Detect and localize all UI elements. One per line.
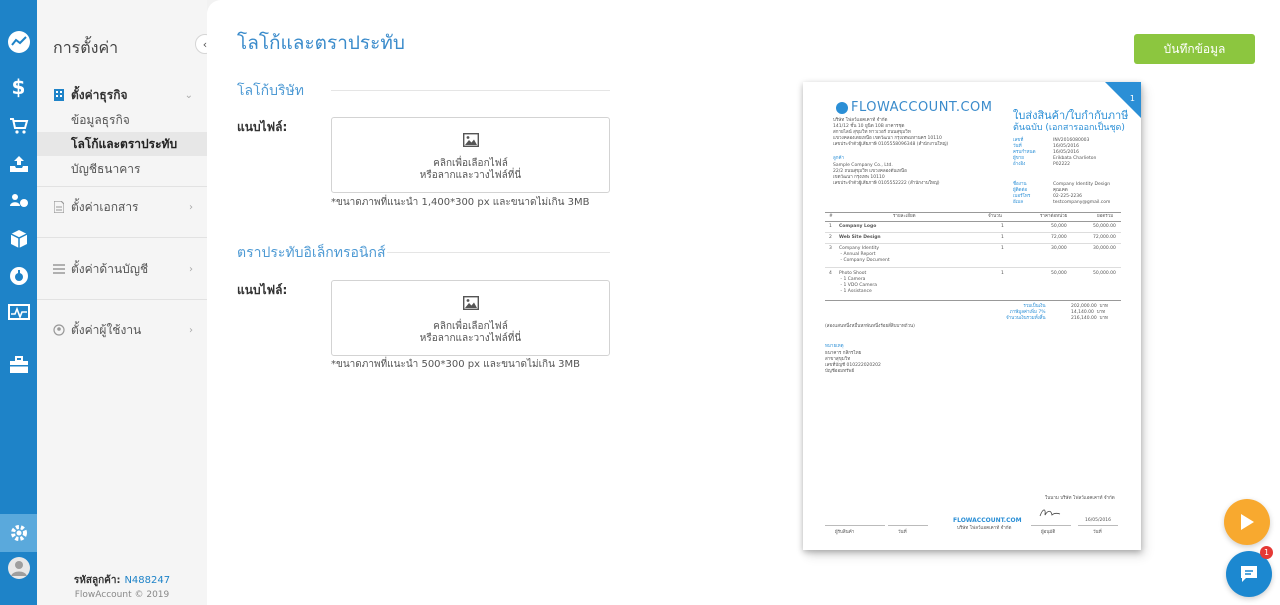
users-coins-icon [9, 192, 29, 210]
sidebar-group-accounting[interactable] [37, 257, 207, 281]
preview-date-label: วันที่ [898, 530, 907, 535]
purchases-nav[interactable] [0, 145, 37, 183]
cart-icon [9, 117, 29, 135]
upload-hint-click: คลิกเพื่อเลือกไฟล์ [433, 321, 508, 332]
upload-hint-drag: หรือลากและวางไฟล์ที่นี่ [419, 333, 522, 344]
preview-row-amount: 50,000.00 [1093, 271, 1116, 276]
preview-row-amount: 50,000.00 [1093, 224, 1116, 229]
customer-id-value: N488247 [124, 575, 171, 586]
preview-row-amount: 72,000.00 [1093, 235, 1116, 240]
attach-file-label: แนบไฟล์: [237, 283, 288, 297]
sidebar-group-label: ตั้งค่าธุรกิจ [71, 87, 128, 102]
app-nav-rail [0, 0, 37, 605]
customer-id [37, 573, 207, 588]
preview-th-desc: รายละเอียด [893, 214, 916, 219]
preview-note-lines: ธนาคาร กสิกรไทย สาขาสุขุมวิท เลขที่บัญชี 010222020202 บัญชีออมทรัพย์ [825, 351, 881, 374]
building-icon [52, 87, 66, 103]
logo-upload-dropzone[interactable] [331, 117, 610, 193]
box-icon [9, 229, 29, 249]
preview-meta-values: INV2016080003 16/05/2016 16/05/2016 Erikbata Charlieton P02222 [1053, 138, 1097, 167]
preview-signer: ในนาม บริษัท โฟลว์แอคเคาท์ จำกัด [1045, 496, 1115, 501]
sidebar-group-label: ตั้งค่าด้านบัญชี [71, 261, 149, 276]
preview-row-num: 4 [829, 271, 832, 276]
preview-row-desc: Photo Shoot - 1 Camera - 1 VDO Camera - 1 Assistance [839, 271, 877, 294]
preview-date-label: วันที่ [1093, 530, 1102, 535]
page-number: 1 [1129, 94, 1135, 103]
attach-file-label: แนบไฟล์: [237, 120, 288, 134]
chat-icon [1239, 565, 1259, 583]
preview-table-bottom-rule [825, 300, 1121, 301]
preview-signature-line [888, 525, 928, 526]
preview-row-price: 72,000 [1051, 235, 1067, 240]
pulse-chart-icon [8, 304, 30, 322]
profile-nav[interactable] [0, 549, 37, 587]
chat-unread-badge: 1 [1260, 546, 1273, 559]
customer-id-label: รหัสลูกค้า: [73, 575, 121, 586]
preview-logo [836, 100, 992, 115]
preview-th-amount: ยอดรวม [1097, 214, 1114, 219]
image-icon [463, 296, 479, 310]
sidebar-group-label: ตั้งค่าผู้ใช้งาน [71, 322, 142, 337]
preview-logo-text: FLOWACCOUNT.COM [851, 100, 993, 115]
preview-row-price: 50,000 [1051, 224, 1067, 229]
section-title-logo: โลโก้บริษัท [237, 83, 304, 99]
preview-row-qty: 1 [1001, 235, 1004, 240]
image-icon [463, 133, 479, 147]
document-icon [52, 199, 66, 215]
preview-th-price: ราคาต่อหน่วย [1040, 214, 1068, 219]
sidebar-item-bank-accounts[interactable]: บัญชีธนาคาร [71, 161, 141, 176]
preview-receiver-label: ผู้รับสินค้า [835, 530, 855, 535]
preview-row-num: 2 [829, 235, 832, 240]
preview-company-info: บริษัท โฟลว์แอคเคาท์ จำกัด 141/12 ชั้น 10 ยูนิต 10B อาคารชุด สกายไลน์ สุขุมวิท ทาวเวอร์ ถนนสุขุมวิท แขวงคลองเตยเหนือ เขตวัฒนา กรุงเทพมหานคร 10110 เลขประจำตัวผู้เสียภาษี 0105558096348 (สำนักงานใหญ่) [833, 118, 949, 147]
sidebar-group-users[interactable] [37, 318, 207, 342]
settings-sidebar [37, 0, 207, 605]
user-circle-icon [52, 322, 66, 338]
dollar-icon: $ [11, 75, 26, 99]
preview-row-qty: 1 [1001, 271, 1004, 276]
preview-signature-line [1078, 525, 1118, 526]
analytics-nav[interactable] [0, 294, 37, 332]
preview-row-num: 1 [829, 224, 832, 229]
sidebar-group-business[interactable] [37, 83, 207, 107]
preview-footer-company: บริษัท โฟลว์แอคเคาท์ จำกัด [957, 526, 1012, 531]
chevron-left-icon: ‹ [202, 37, 208, 51]
copyright: FlowAccount © 2019 [74, 590, 170, 600]
sidebar-item-business-info[interactable]: ข้อมูลธุรกิจ [71, 112, 130, 127]
chevron-right-icon: › [189, 263, 193, 275]
preview-row-desc: Company Logo [839, 224, 877, 229]
preview-row-rule [825, 267, 1121, 268]
signature-icon [1039, 507, 1061, 519]
preview-th-num: # [829, 214, 833, 219]
preview-approver-label: ผู้อนุมัติ [1041, 530, 1056, 535]
preview-note-label: หมายเหตุ [825, 344, 844, 349]
chevron-right-icon: › [189, 201, 193, 213]
preview-row-rule [825, 243, 1121, 244]
sidebar-divider [37, 186, 207, 187]
preview-sign-date: 16/05/2016 [1085, 518, 1111, 523]
preview-row-qty: 1 [1001, 224, 1004, 229]
preview-footer-logo: FLOWACCOUNT.COM [953, 517, 1022, 524]
preview-row-qty: 1 [1001, 246, 1004, 251]
preview-customer-label: ลูกค้า [833, 156, 845, 161]
inbox-upload-icon [9, 155, 29, 173]
sidebar-title: การตั้งค่า [53, 38, 119, 57]
ledger-icon [52, 261, 66, 277]
preview-row-desc: Company Identity - Annual Report - Company Document [839, 246, 890, 263]
preview-meta-labels: เลขที่ วันที่ ครบกำหนด ผู้ขาย อ้างอิง [1013, 138, 1036, 167]
contacts-nav[interactable] [0, 182, 37, 220]
business-nav[interactable] [0, 346, 37, 384]
main-panel [207, 0, 1280, 605]
preview-th-qty: จำนวน [988, 214, 1002, 219]
user-avatar-icon [7, 556, 31, 580]
preview-row-price: 50,000 [1051, 271, 1067, 276]
play-icon [1239, 513, 1255, 531]
chevron-right-icon: › [189, 324, 193, 336]
reports-nav[interactable] [0, 257, 37, 295]
stamp-upload-dropzone[interactable] [331, 280, 610, 356]
upload-size-hint: *ขนาดภาพที่แนะนำ 500*300 px และขนาดไม่เกิน 3MB [331, 359, 580, 370]
preview-row-price: 30,000 [1051, 246, 1067, 251]
preview-contact-values: Company Identity Design คุณเคต 02-225-2236 testcompany@gmail.com [1053, 182, 1111, 205]
save-button[interactable]: บันทึกข้อมูล [1134, 34, 1255, 64]
income-nav[interactable] [0, 68, 37, 106]
dashboard-nav[interactable] [0, 23, 37, 61]
chart-line-icon [7, 30, 31, 54]
preview-row-desc: Web Site Design [839, 235, 881, 240]
upload-hint-click: คลิกเพื่อเลือกไฟล์ [433, 158, 508, 169]
sidebar-item-logo-stamp[interactable]: โลโก้และตราประทับ [37, 132, 207, 156]
section-divider [331, 90, 610, 91]
preview-doc-title: ใบส่งสินค้า/ใบกำกับภาษี [1013, 109, 1129, 122]
preview-row-rule [825, 232, 1121, 233]
preview-table-top-rule [825, 212, 1121, 213]
flowaccount-logo-icon [836, 102, 848, 114]
section-title-stamp: ตราประทับอิเล็กทรอนิกส์ [237, 245, 386, 261]
upload-hint-drag: หรือลากและวางไฟล์ที่นี่ [419, 170, 522, 181]
chevron-down-icon: ⌄ [184, 89, 193, 101]
preview-contact-labels: ชื่องาน ผู้ติดต่อ เบอร์โทร อีเมล [1013, 182, 1031, 205]
expenses-nav[interactable] [0, 107, 37, 145]
invoice-preview [803, 82, 1141, 550]
settings-nav[interactable] [0, 514, 37, 552]
products-nav[interactable] [0, 220, 37, 258]
section-divider [387, 252, 610, 253]
preview-signature-line [825, 525, 885, 526]
sidebar-group-documents[interactable] [37, 195, 207, 219]
sidebar-group-label: ตั้งค่าเอกสาร [71, 199, 139, 214]
gauge-icon [9, 266, 29, 286]
upload-size-hint: *ขนาดภาพที่แนะนำ 1,400*300 px และขนาดไม่เกิน 3MB [331, 197, 590, 208]
tutorial-play-button[interactable] [1224, 499, 1270, 545]
sidebar-divider [37, 237, 207, 238]
preview-totals-labels: รวมเป็นเงิน ภาษีมูลค่าเพิ่ม 7% จำนวนเงินรวมทั้งสิ้น [1006, 304, 1046, 321]
preview-row-amount: 30,000.00 [1093, 246, 1116, 251]
gear-icon [9, 523, 29, 543]
page-title: โลโก้และตราประทับ [237, 32, 405, 54]
preview-amount-words: (สองแสนหนึ่งหมื่นหกพันหนึ่งร้อยสี่สิบบาทถ้วน) [825, 324, 915, 329]
briefcase-icon [9, 356, 29, 374]
preview-customer-info: Sample Company Co., Ltd. 22/2 ถนนสุขุมวิท แขวงคลองตันเหนือ เขตวัฒนา กรุงเทพ 10110 เลขประจำตัวผู้เสียภาษี 0105552222 (สำนักงานใหญ่) [833, 163, 940, 186]
preview-doc-subtitle: ต้นฉบับ (เอกสารออกเป็นชุด) [1013, 123, 1125, 133]
preview-table-head-rule [825, 221, 1121, 222]
preview-row-num: 3 [829, 246, 832, 251]
preview-totals-values: 202,000.00 บาท 14,140.00 บาท 216,140.00 บาท [1071, 304, 1108, 321]
sidebar-divider [37, 299, 207, 300]
preview-signature-line [1031, 525, 1071, 526]
